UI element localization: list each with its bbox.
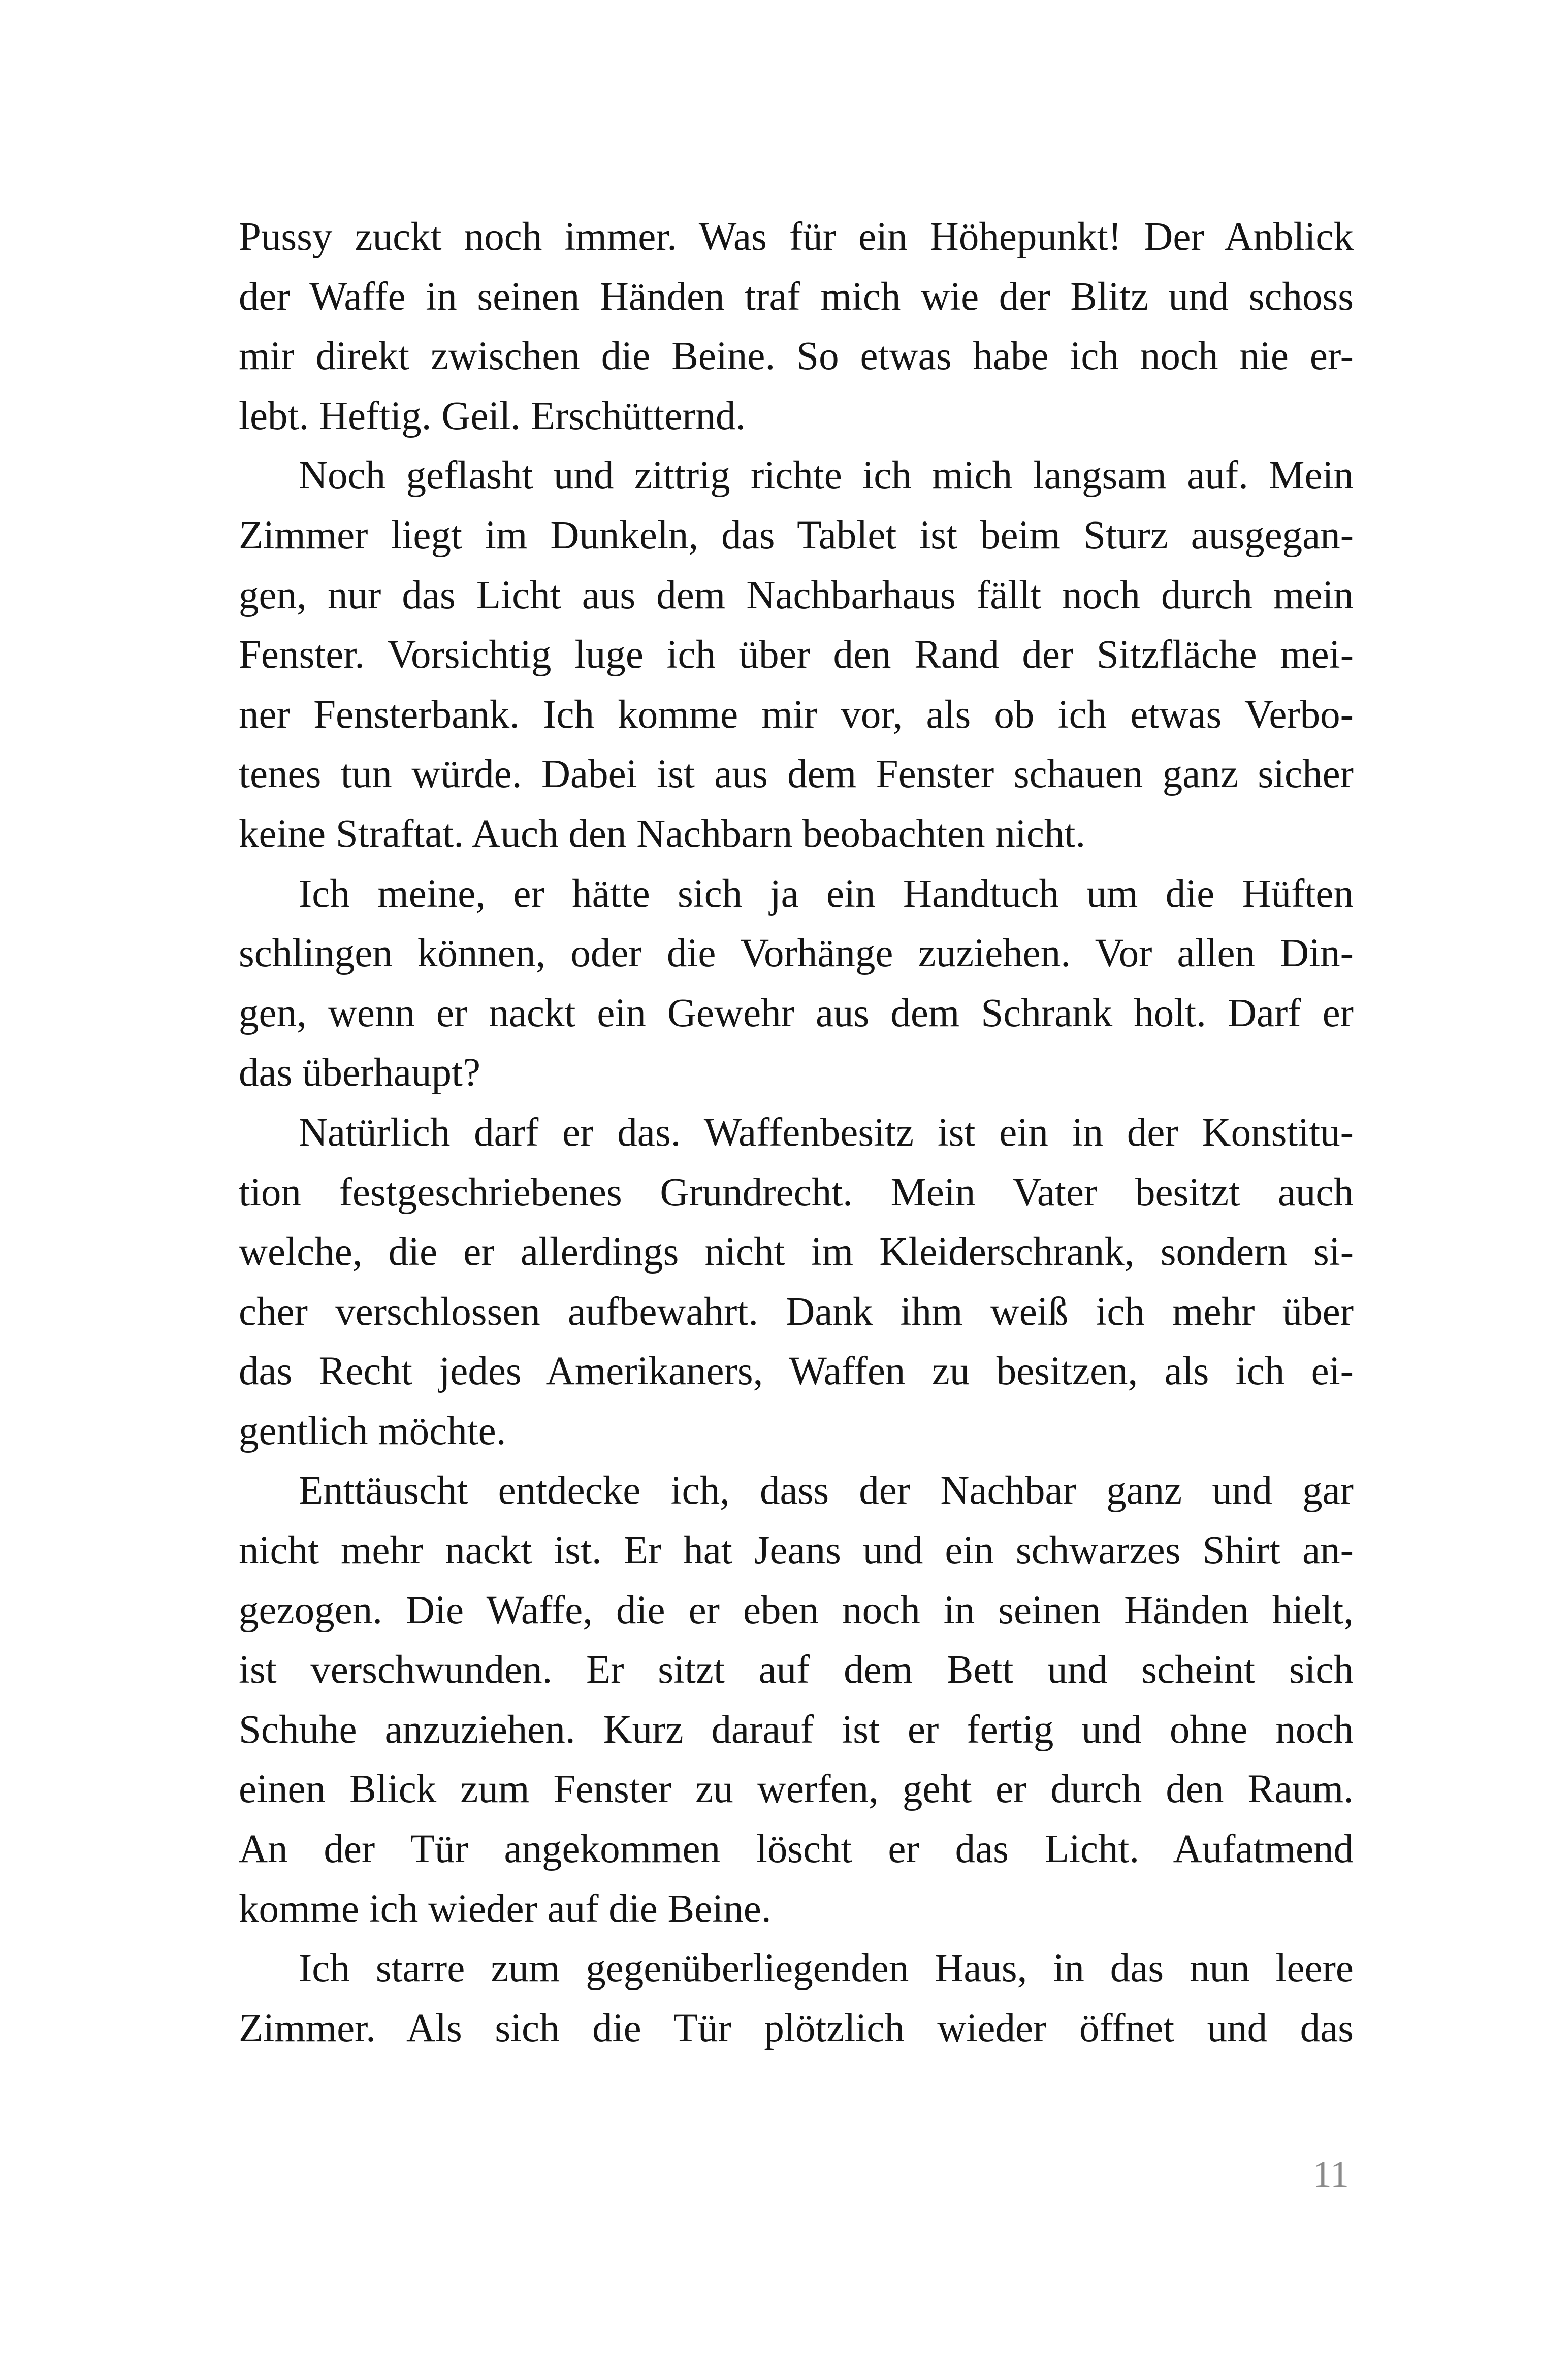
text-line: An der Tür angekommen löscht er das Licht. Aufatmend <box>239 1827 1354 1872</box>
text-line: der Waffe in seinen Händen traf mich wie der Blitz und schoss <box>239 274 1354 319</box>
text-line: Schuhe anzuziehen. Kurz darauf ist er fertig und ohne noch <box>239 1707 1354 1752</box>
text-line: Pussy zuckt noch immer. Was für ein Höhepunkt! Der Anblick <box>239 215 1354 259</box>
text-line: Noch geflasht und zittrig richte ich mich langsam auf. Mein <box>299 453 1354 498</box>
text-line: welche, die er allerdings nicht im Kleiderschrank, sondern si- <box>239 1230 1354 1275</box>
body-text <box>239 207 1354 2058</box>
text-line: nicht mehr nackt ist. Er hat Jeans und ein schwarzes Shirt an- <box>239 1528 1354 1573</box>
text-line: gen, nur das Licht aus dem Nachbarhaus fällt noch durch mein <box>239 573 1354 617</box>
text-line: Ich meine, er hätte sich ja ein Handtuch um die Hüften <box>299 871 1354 916</box>
text-line: cher verschlossen aufbewahrt. Dank ihm weiß ich mehr über <box>239 1289 1354 1334</box>
text-line: gezogen. Die Waffe, die er eben noch in seinen Händen hielt, <box>239 1588 1354 1633</box>
text-line: lebt. Heftig. Geil. Erschütternd. <box>239 394 746 438</box>
page-number: 11 <box>1312 2154 1349 2195</box>
text-line: gen, wenn er nackt ein Gewehr aus dem Schrank holt. Darf er <box>239 991 1354 1035</box>
text-line: Zimmer liegt im Dunkeln, das Tablet ist beim Sturz ausgegan- <box>239 513 1354 558</box>
text-line: tenes tun würde. Dabei ist aus dem Fenster schauen ganz sicher <box>239 752 1354 797</box>
text-line: keine Straftat. Auch den Nachbarn beobachten nicht. <box>239 811 1086 856</box>
text-line: Zimmer. Als sich die Tür plötzlich wieder öffnet und das <box>239 2006 1354 2050</box>
text-line: das überhaupt? <box>239 1051 481 1095</box>
text-line: ner Fensterbank. Ich komme mir vor, als ob ich etwas Verbo- <box>239 692 1354 737</box>
text-line: schlingen können, oder die Vorhänge zuziehen. Vor allen Din- <box>239 931 1354 976</box>
text-line: mir direkt zwischen die Beine. So etwas habe ich noch nie er- <box>239 334 1354 379</box>
text-line: komme ich wieder auf die Beine. <box>239 1886 772 1931</box>
text-line: das Recht jedes Amerikaners, Waffen zu besitzen, als ich ei- <box>239 1349 1354 1394</box>
text-line: Ich starre zum gegenüberliegenden Haus, in das nun leere <box>299 1946 1354 1991</box>
text-line: ist verschwunden. Er sitzt auf dem Bett und scheint sich <box>239 1648 1354 1692</box>
text-line: Fenster. Vorsichtig luge ich über den Rand der Sitzfläche mei- <box>239 633 1354 677</box>
text-line: Natürlich darf er das. Waffenbesitz ist ein in der Konstitu- <box>299 1110 1354 1155</box>
text-line: gentlich möchte. <box>239 1409 506 1453</box>
text-line: Enttäuscht entdecke ich, dass der Nachbar ganz und gar <box>299 1469 1354 1513</box>
text-line: einen Blick zum Fenster zu werfen, geht er durch den Raum. <box>239 1767 1354 1812</box>
text-line: tion festgeschriebenes Grundrecht. Mein Vater besitzt auch <box>239 1170 1354 1215</box>
